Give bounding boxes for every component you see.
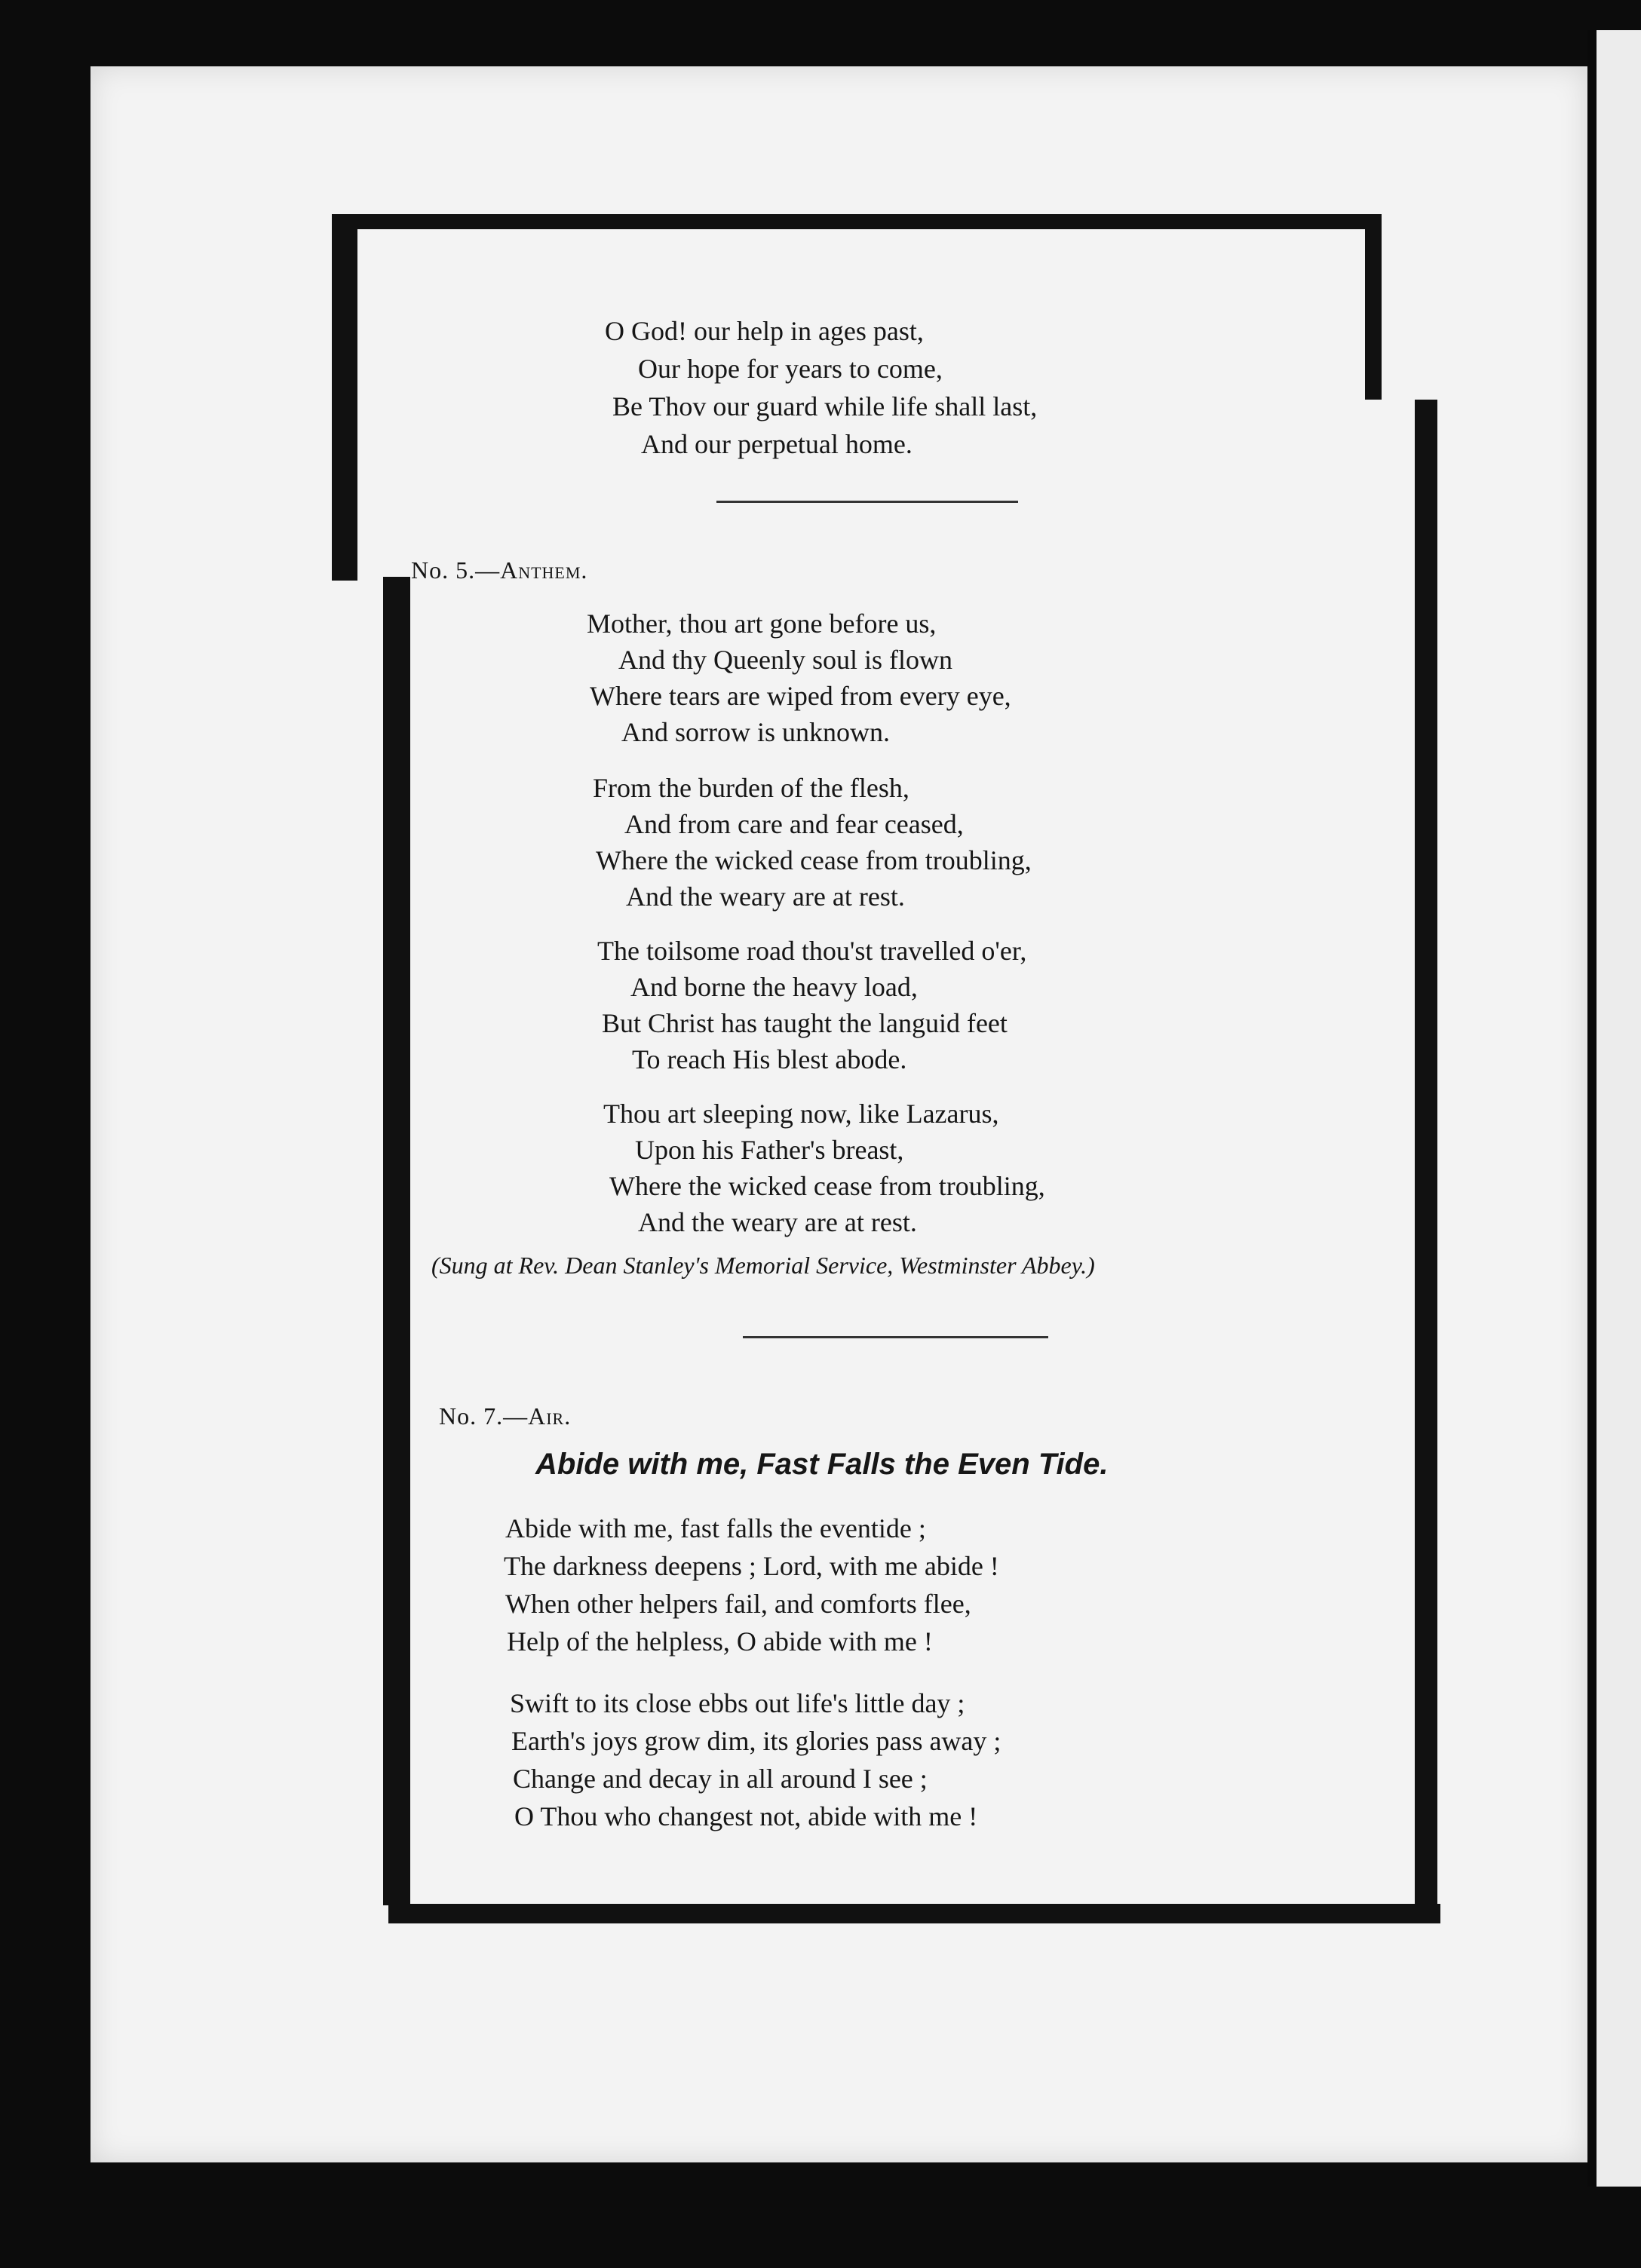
air-line: Abide with me, fast falls the eventide ; [505, 1513, 926, 1543]
anthem-heading [411, 556, 587, 584]
anthem-label: —Anthem. [475, 556, 588, 584]
air-line: The darkness deepens ; Lord, with me abide ! [504, 1551, 999, 1581]
anthem-line: Mother, thou art gone before us, [587, 608, 937, 639]
anthem-line: And sorrow is unknown. [621, 717, 890, 747]
page-gutter [1587, 30, 1597, 2187]
border-bottom [388, 1904, 1440, 1923]
hymn-line: Our hope for years to come, [638, 354, 943, 384]
air-number: No. 7. [439, 1402, 504, 1430]
anthem-line: From the burden of the flesh, [593, 773, 909, 803]
hymn-line: Be Thov our guard while life shall last, [612, 391, 1038, 421]
section-divider [716, 501, 1018, 503]
border-left-upper [332, 226, 357, 581]
anthem-line: And thy Queenly soul is flown [618, 645, 952, 675]
anthem-line: The toilsome road thou'st travelled o'er, [597, 936, 1027, 966]
anthem-line: Where tears are wiped from every eye, [590, 681, 1011, 711]
section-divider [743, 1336, 1048, 1338]
air-line: O Thou who changest not, abide with me ! [514, 1801, 978, 1831]
air-line: Help of the helpless, O abide with me ! [507, 1626, 933, 1657]
anthem-line: And the weary are at rest. [626, 881, 905, 912]
air-line: Swift to its close ebbs out life's little day ; [510, 1688, 965, 1718]
border-left-lower [383, 577, 410, 1905]
anthem-line: And borne the heavy load, [630, 972, 918, 1002]
air-title: Abide with me, Fast Falls the Even Tide. [535, 1448, 1109, 1481]
air-label: —Air. [503, 1402, 572, 1430]
border-top [332, 214, 1382, 229]
anthem-attribution: (Sung at Rev. Dean Stanley's Memorial Service, Westminster Abbey.) [431, 1252, 1095, 1279]
air-heading [439, 1402, 571, 1430]
anthem-line: But Christ has taught the languid feet [602, 1008, 1008, 1038]
border-right-upper [1365, 226, 1382, 400]
air-line: Earth's joys grow dim, its glories pass away ; [511, 1726, 1001, 1756]
hymn-line: O God! our help in ages past, [605, 316, 924, 346]
border-right-lower [1415, 400, 1437, 1908]
air-line: Change and decay in all around I see ; [513, 1764, 928, 1794]
anthem-line: Thou art sleeping now, like Lazarus, [603, 1099, 999, 1129]
anthem-line: And from care and fear ceased, [624, 809, 964, 839]
anthem-line: And the weary are at rest. [638, 1207, 917, 1237]
hymn-line: And our perpetual home. [641, 429, 913, 459]
anthem-line: To reach His blest abode. [632, 1044, 907, 1074]
anthem-line: Upon his Father's breast, [635, 1135, 904, 1165]
anthem-number: No. 5. [411, 556, 476, 584]
anthem-line: Where the wicked cease from troubling, [609, 1171, 1045, 1201]
adjacent-page-edge [1597, 30, 1641, 2187]
air-line: When other helpers fail, and comforts flee, [505, 1589, 971, 1619]
anthem-line: Where the wicked cease from troubling, [596, 845, 1032, 875]
